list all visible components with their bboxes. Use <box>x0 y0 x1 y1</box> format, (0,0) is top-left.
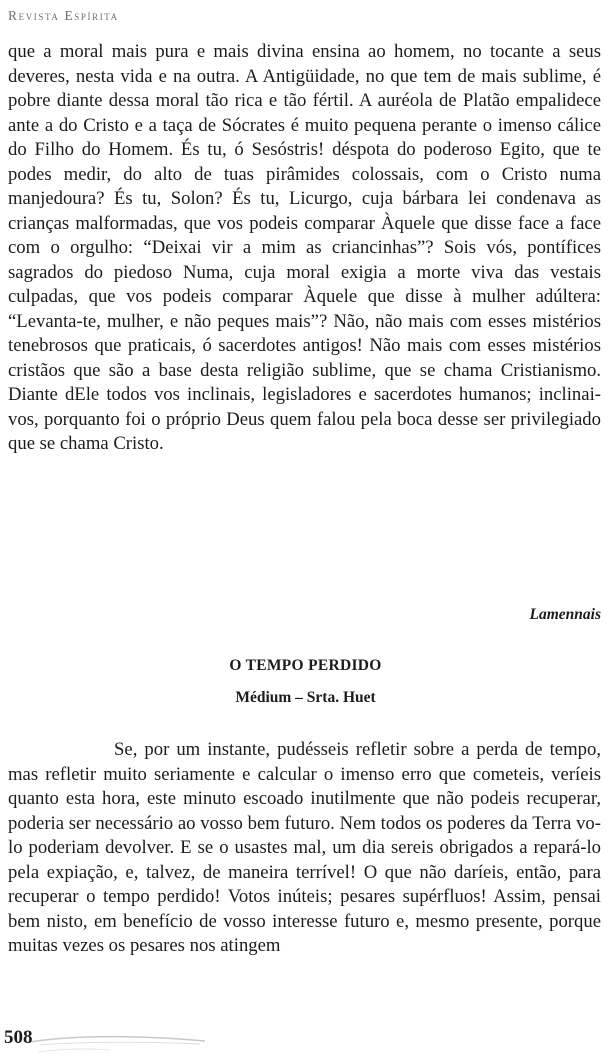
body-paragraph-2: Se, por um instante, pudésseis refletir sobre a perda de tempo, mas refletir muito seriamente e calcular o imenso erro que cometeis, veríeis quanto esta hora, este minuto escoado inutilmente que não podeis recuperar, poderia ser necessário ao vosso bem futuro. Nem todos os poderes da Terra vo-lo poderiam devolver. E se o usastes mal, um dia sereis obrigados a repará-lo pela expiação, e, talvez, de maneira terrível! O que não daríeis, então, para recuperar o tempo perdido! Votos inúteis; pesares supérfluos! Assim, pensai bem nisto, em benefício de vosso interesse futuro e, mesmo presente, porque muitas vezes os pesares nos atingem <box>8 739 601 956</box>
running-head: Revista Espírita <box>8 8 119 23</box>
section-subtitle: Médium – Srta. Huet <box>235 689 376 706</box>
author-signature: Lamennais <box>529 606 601 623</box>
page-number: 508 <box>4 1027 33 1048</box>
footer-ornament <box>0 1028 220 1058</box>
body-paragraph-1: que a moral mais pura e mais divina ensina ao homem, no tocante a seus deveres, nesta vida e na outra. A Antigüidade, no que tem de mais sublime, é pobre diante dessa moral tão rica e tão fértil. A auréola de Platão empalidece ante a do Cristo e a taça de Sócrates é muito pequena perante o imenso cálice do Filho do Homem. És tu, ó Sesóstris! déspota do poderoso Egito, que te podes medir, do alto de tuas pirâmides colossais, com o Cristo numa manjedoura? És tu, Solon? És tu, Licurgo, cuja bárbara lei condenava as crianças malformadas, que vos podeis comparar Àquele que disse face a face com o orgulho: “Deixai vir a mim as criancinhas”? Sois vós, pontífices sagrados do piedoso Numa, cuja moral exigia a morte viva das vestais culpadas, que vos podeis comparar Àquele que disse à mulher adúltera: “Levanta-te, mulher, e não peques mais”? Não, não mais com esses mistérios tenebrosos que praticais, ó sacerdotes antigos! Não mais com esses mistérios cristãos que são a base desta religião sublime, que se chama Cristianismo. Diante dEle todos vos inclinais, legisladores e sacerdotes humanos; inclinai-vos, porquanto foi o próprio Deus quem falou pela boca desse ser privilegiado que se chama Cristo. <box>8 41 601 454</box>
section-title: O TEMPO PERDIDO <box>229 657 382 674</box>
